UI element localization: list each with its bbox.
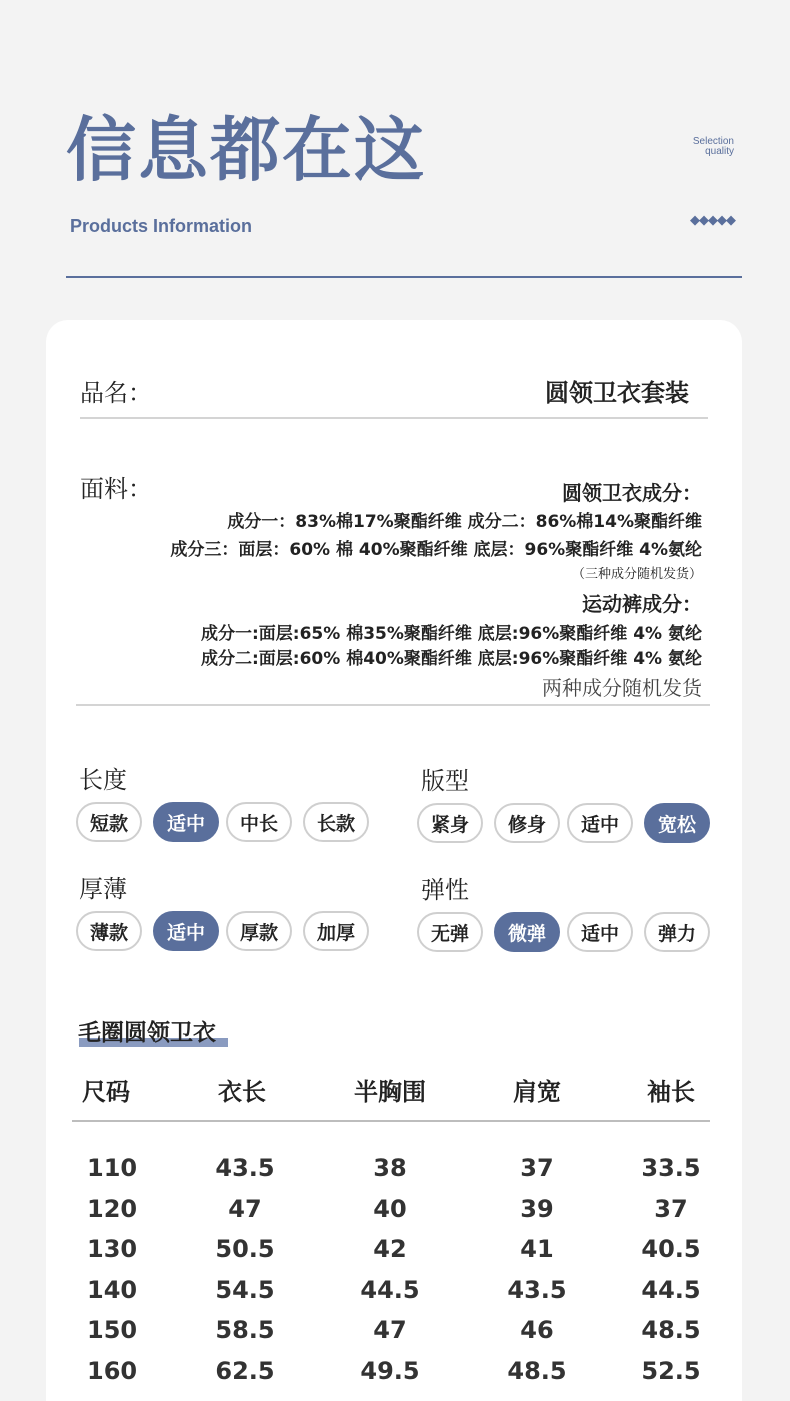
elasticity-title: 弹性 bbox=[421, 876, 469, 904]
table-cell-size: 120 bbox=[87, 1194, 138, 1223]
table-cell-size: 150 bbox=[87, 1316, 138, 1344]
table-cell-shoulder: 48.5 bbox=[507, 1356, 567, 1385]
table-cell-length: 62.5 bbox=[215, 1356, 275, 1385]
pants-composition-note: 两种成分随机发货 bbox=[542, 676, 702, 700]
table-cell-shoulder: 46 bbox=[520, 1316, 554, 1344]
table-cell-shoulder: 43.5 bbox=[507, 1275, 567, 1304]
table-cell-chest: 40 bbox=[373, 1194, 407, 1223]
thickness-option-thick[interactable]: 厚款 bbox=[226, 911, 292, 951]
elasticity-option-slight[interactable]: 微弹 bbox=[494, 912, 560, 952]
diamond-decoration: ◆◆◆◆◆ bbox=[690, 213, 735, 228]
table-cell-chest: 38 bbox=[373, 1154, 407, 1182]
fit-option-tight[interactable]: 紧身 bbox=[417, 803, 483, 843]
selection-text: Selection bbox=[692, 136, 734, 147]
table-cell-shoulder: 37 bbox=[520, 1154, 554, 1182]
length-option-mid-long[interactable]: 中长 bbox=[226, 802, 292, 842]
table-cell-size: 140 bbox=[87, 1275, 138, 1304]
table-cell-length: 47 bbox=[228, 1194, 262, 1223]
table-cell-size: 160 bbox=[87, 1356, 138, 1385]
page-title: 信息都在这 bbox=[66, 109, 426, 191]
pants-composition-heading: 运动裤成分： bbox=[582, 592, 702, 616]
table-cell-size: 110 bbox=[87, 1154, 138, 1182]
elasticity-option-medium[interactable]: 适中 bbox=[567, 912, 633, 952]
table-cell-chest: 47 bbox=[373, 1316, 407, 1344]
top-composition-note: （三种成分随机发货） bbox=[571, 567, 702, 582]
table-cell-length: 43.5 bbox=[215, 1154, 275, 1182]
table-header-divider bbox=[72, 1120, 710, 1122]
fit-option-loose[interactable]: 宽松 bbox=[644, 803, 710, 843]
table-cell-length: 54.5 bbox=[215, 1275, 275, 1304]
table-header-length: 衣长 bbox=[218, 1078, 266, 1106]
thickness-option-extra-thick[interactable]: 加厚 bbox=[303, 911, 369, 951]
top-composition-line: 成分三：面层：60% 棉 40%聚酯纤维 底层：96%聚酯纤维 4%氨纶 bbox=[170, 540, 702, 560]
selection-quality-tag bbox=[693, 137, 734, 157]
quality-text: quality bbox=[705, 146, 734, 157]
thickness-option-thin[interactable]: 薄款 bbox=[76, 911, 142, 951]
table-cell-size: 130 bbox=[87, 1235, 138, 1263]
product-name-label: 品名： bbox=[80, 379, 152, 407]
length-title: 长度 bbox=[79, 766, 127, 794]
table-cell-sleeve: 44.5 bbox=[641, 1275, 701, 1304]
elasticity-option-stretch[interactable]: 弹力 bbox=[644, 912, 710, 952]
product-name-value: 圆领卫衣套装 bbox=[545, 379, 689, 407]
table-cell-chest: 44.5 bbox=[360, 1275, 420, 1304]
table-cell-shoulder: 41 bbox=[520, 1235, 554, 1263]
table-cell-chest: 42 bbox=[373, 1235, 407, 1263]
table-header-chest: 半胸围 bbox=[354, 1078, 426, 1106]
thickness-option-medium[interactable]: 适中 bbox=[153, 911, 219, 951]
pants-composition-line: 成分二:面层:60% 棉40%聚酯纤维 底层:96%聚酯纤维 4% 氨纶 bbox=[200, 649, 702, 669]
fit-option-regular[interactable]: 适中 bbox=[567, 803, 633, 843]
table-cell-sleeve: 37 bbox=[654, 1194, 688, 1223]
header-divider bbox=[66, 276, 742, 278]
size-table-title: 毛圈圆领卫衣 bbox=[78, 1020, 216, 1046]
fit-title: 版型 bbox=[421, 767, 469, 795]
top-composition-heading: 圆领卫衣成分： bbox=[562, 481, 702, 505]
fabric-divider bbox=[76, 704, 710, 706]
table-cell-chest: 49.5 bbox=[360, 1356, 420, 1385]
table-header-sleeve: 袖长 bbox=[647, 1078, 695, 1106]
product-divider bbox=[80, 417, 708, 419]
table-header-size: 尺码 bbox=[82, 1078, 130, 1106]
length-option-short[interactable]: 短款 bbox=[76, 802, 142, 842]
table-cell-shoulder: 39 bbox=[520, 1194, 554, 1223]
table-header-shoulder: 肩宽 bbox=[513, 1078, 561, 1106]
fabric-label: 面料： bbox=[80, 475, 152, 503]
fit-option-slim[interactable]: 修身 bbox=[494, 803, 560, 843]
table-cell-length: 58.5 bbox=[215, 1316, 275, 1344]
table-cell-sleeve: 40.5 bbox=[641, 1235, 701, 1263]
pants-composition-line: 成分一:面层:65% 棉35%聚酯纤维 底层:96%聚酯纤维 4% 氨纶 bbox=[200, 624, 702, 644]
table-cell-sleeve: 33.5 bbox=[641, 1154, 701, 1182]
table-cell-length: 50.5 bbox=[215, 1235, 275, 1263]
top-composition-line: 成分一：83%棉17%聚酯纤维 成分二：86%棉14%聚酯纤维 bbox=[227, 512, 702, 532]
thickness-title: 厚薄 bbox=[79, 875, 127, 903]
table-cell-sleeve: 48.5 bbox=[641, 1316, 701, 1344]
length-option-long[interactable]: 长款 bbox=[303, 802, 369, 842]
table-cell-sleeve: 52.5 bbox=[641, 1356, 701, 1385]
length-option-medium[interactable]: 适中 bbox=[153, 802, 219, 842]
elasticity-option-none[interactable]: 无弹 bbox=[417, 912, 483, 952]
page-subtitle: Products Information bbox=[70, 216, 253, 236]
